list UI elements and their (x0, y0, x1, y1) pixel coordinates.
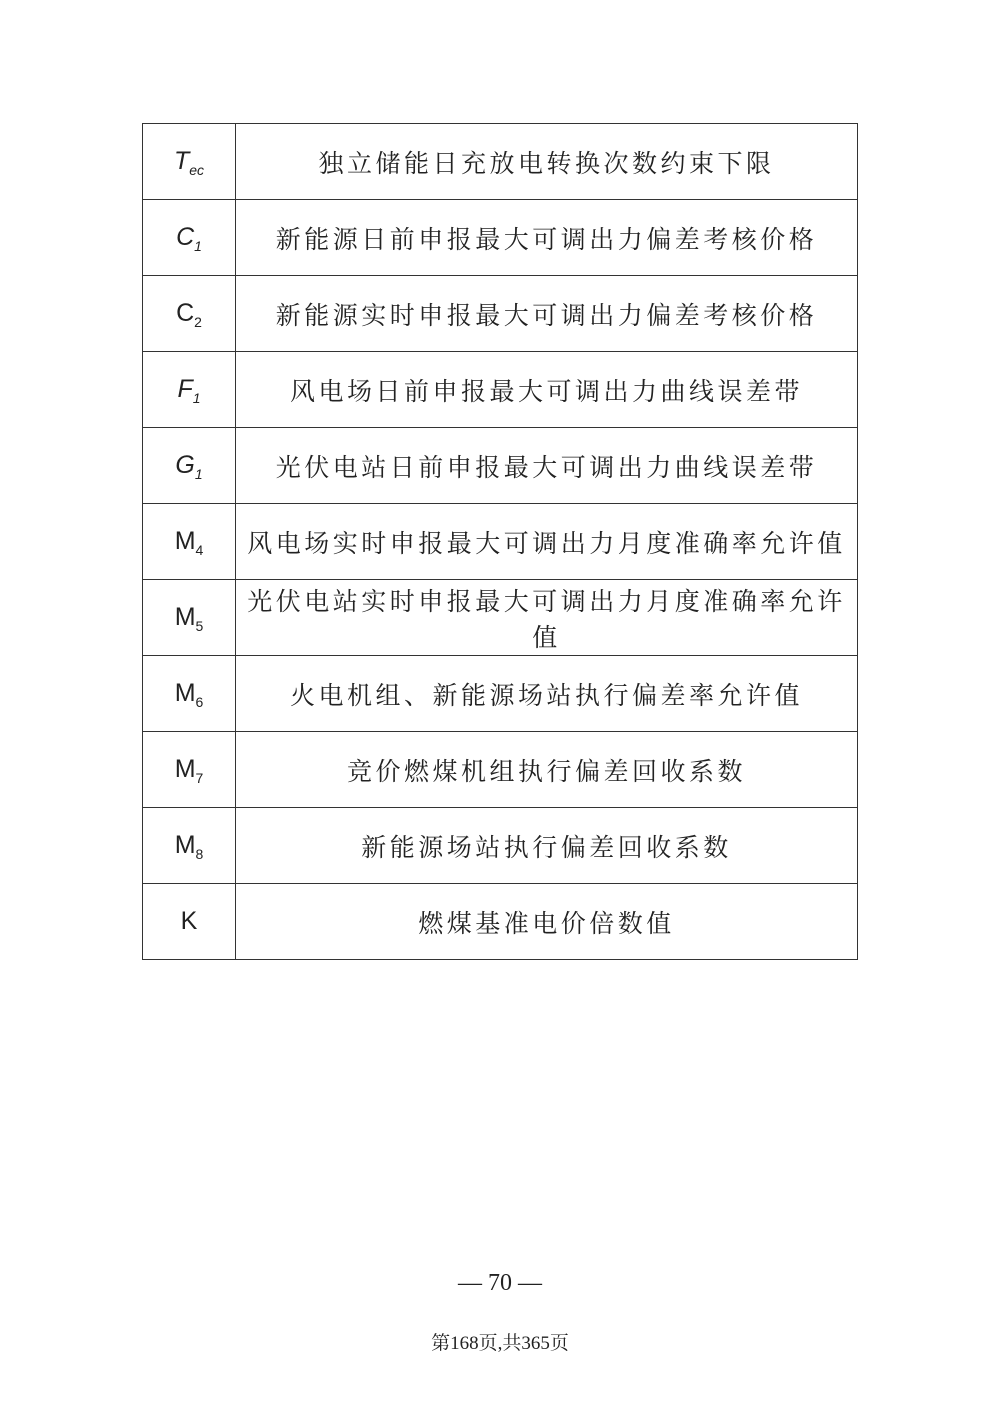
symbol-cell (143, 808, 236, 884)
symbol-subscript: 4 (195, 542, 204, 558)
symbol-base: M (174, 679, 196, 707)
table-row (143, 124, 858, 200)
symbol-base: M (174, 603, 196, 631)
symbol-cell (143, 124, 236, 200)
symbol-base: T (173, 147, 190, 175)
description-cell: 火电机组、新能源场站执行偏差率允许值 (236, 656, 858, 732)
table-row (143, 808, 858, 884)
symbol-subscript: 6 (195, 694, 204, 710)
table-row (143, 352, 858, 428)
description-cell: 独立储能日充放电转换次数约束下限 (236, 124, 858, 200)
symbol-cell (143, 732, 236, 808)
symbol-table-body (143, 124, 858, 960)
table-row (143, 732, 858, 808)
symbol-base: M (174, 527, 196, 555)
symbol-cell (143, 504, 236, 580)
table-row (143, 656, 858, 732)
symbol-base: F (177, 375, 193, 403)
symbol-subscript: 1 (194, 238, 202, 254)
symbol-cell (143, 352, 236, 428)
symbol-subscript: 7 (195, 770, 204, 786)
page-counter: 第168页,共365页 (431, 1333, 569, 1354)
table-row (143, 200, 858, 276)
symbol-cell (143, 200, 236, 276)
description-cell: 风电场实时申报最大可调出力月度准确率允许值 (236, 504, 858, 580)
symbol-base: M (174, 831, 196, 859)
table-row (143, 276, 858, 352)
table-row (143, 504, 858, 580)
symbol-base: C (176, 299, 195, 327)
symbol-cell (143, 276, 236, 352)
description-cell: 光伏电站实时申报最大可调出力月度准确率允许值 (236, 580, 858, 656)
symbol-base: K (180, 907, 198, 935)
description-cell: 光伏电站日前申报最大可调出力曲线误差带 (236, 428, 858, 504)
symbol-cell (143, 884, 236, 960)
description-cell: 新能源日前申报最大可调出力偏差考核价格 (236, 200, 858, 276)
symbol-cell (143, 428, 236, 504)
table-row (143, 428, 858, 504)
symbol-table (142, 123, 858, 960)
symbol-subscript: 5 (195, 618, 204, 634)
symbol-subscript: 8 (195, 846, 204, 862)
table-row (143, 884, 858, 960)
description-cell: 风电场日前申报最大可调出力曲线误差带 (236, 352, 858, 428)
symbol-base: G (175, 451, 195, 479)
symbol-cell (143, 656, 236, 732)
table-row (143, 580, 858, 656)
symbol-subscript: 2 (194, 314, 202, 330)
symbol-base: M (174, 755, 196, 783)
description-cell: 燃煤基准电价倍数值 (236, 884, 858, 960)
description-cell: 新能源场站执行偏差回收系数 (236, 808, 858, 884)
symbol-subscript: 1 (192, 390, 201, 406)
symbol-base: C (176, 223, 195, 251)
description-cell: 新能源实时申报最大可调出力偏差考核价格 (236, 276, 858, 352)
symbol-cell (143, 580, 236, 656)
symbol-subscript: ec (189, 162, 205, 178)
description-cell: 竞价燃煤机组执行偏差回收系数 (236, 732, 858, 808)
symbol-subscript: 1 (194, 466, 203, 482)
page-number: — 70 — (458, 1270, 542, 1296)
